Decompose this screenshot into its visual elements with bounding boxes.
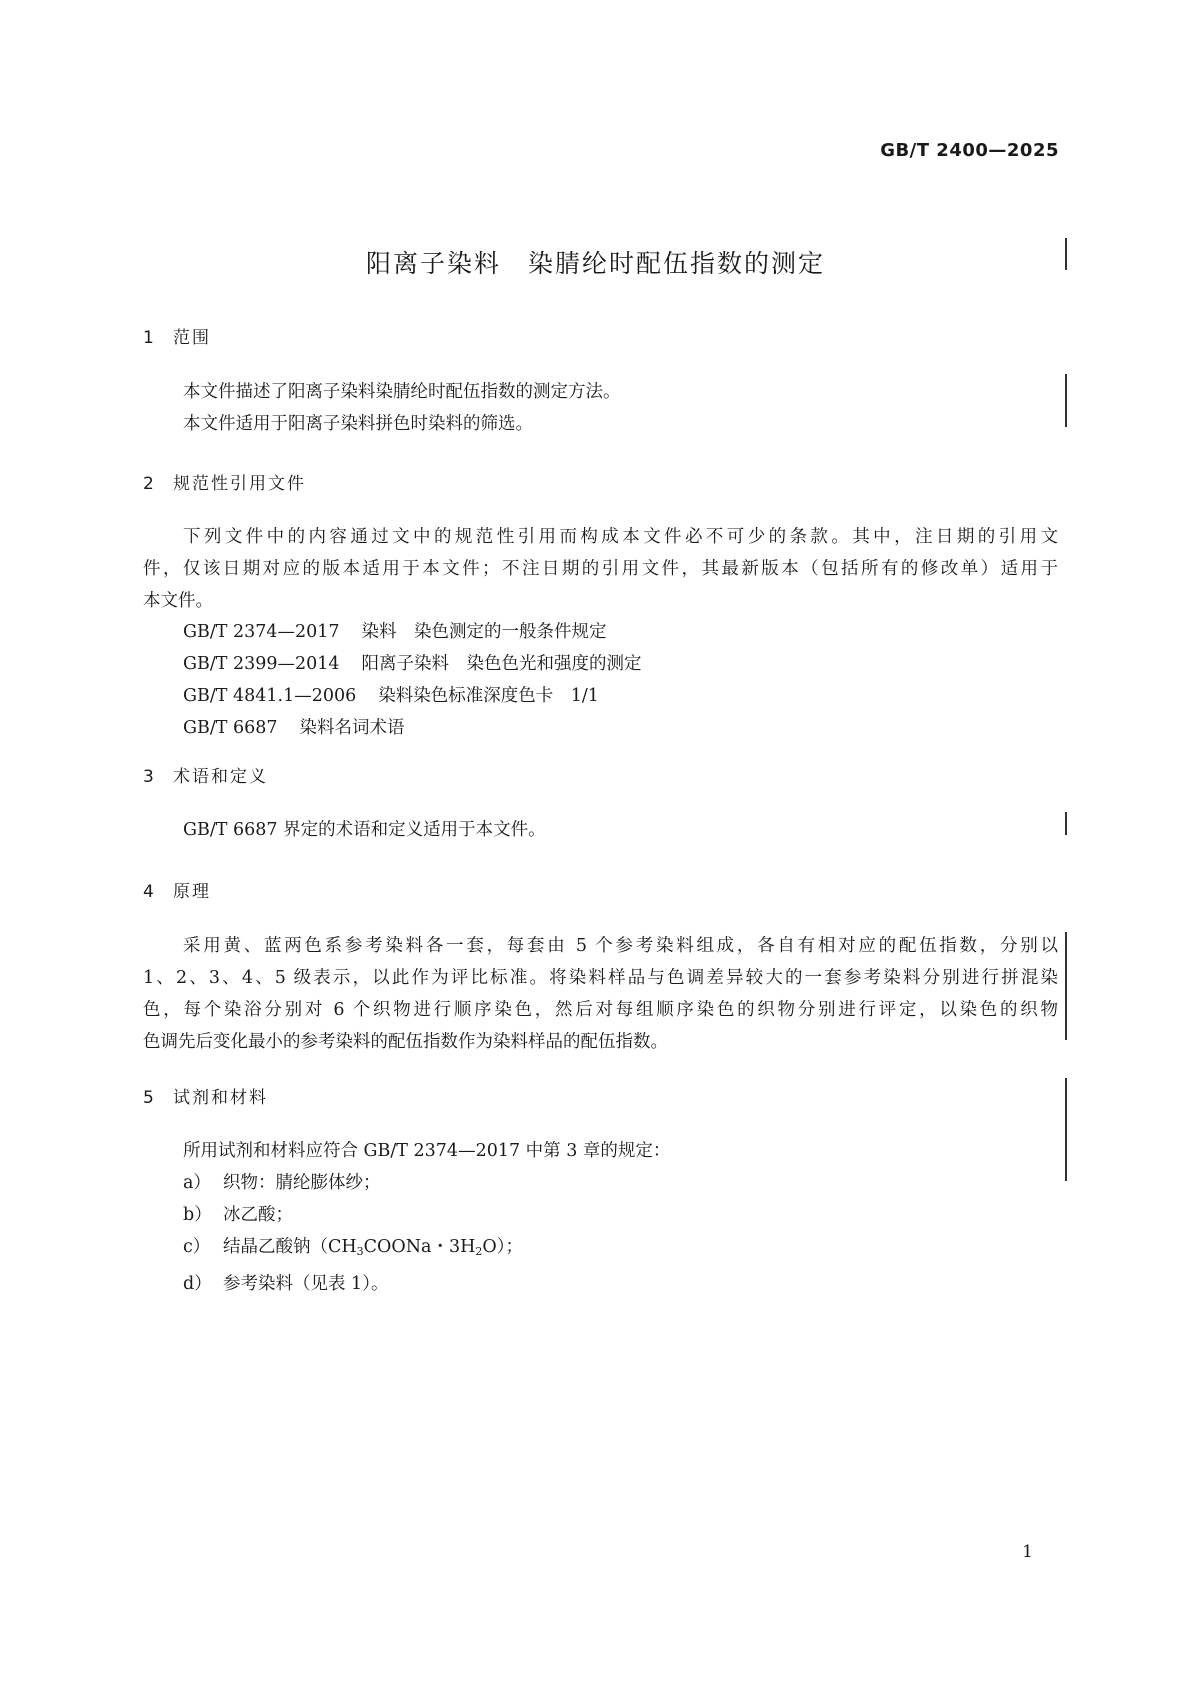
reference-code: GB/T 4841.1—2006 [183, 686, 357, 706]
change-bar [1065, 812, 1067, 835]
paragraph-line: 采用黄、蓝两色系参考染料各一套，每套由 5 个参考染料组成，各自有相对应的配伍指数，分别以 [183, 936, 1058, 956]
section-title: 原理 [173, 882, 211, 902]
reference-title: 染料染色标准深度色卡 1/1 [378, 686, 599, 706]
paragraph-line: 件，仅该日期对应的版本适用于本文件；不注日期的引用文件，其最新版本（包括所有的修改单）适用于 [143, 559, 1058, 579]
section-2-body [143, 521, 1058, 617]
change-bar [1065, 238, 1067, 270]
list-label: c） [183, 1237, 211, 1257]
list-text-prefix: 结晶乙酸钠（CH [223, 1237, 357, 1257]
reference-title: 阳离子染料 染色色光和强度的测定 [361, 654, 642, 674]
section-4-body [143, 930, 1058, 1058]
section-number: 4 [143, 882, 154, 902]
section-title: 术语和定义 [173, 767, 268, 787]
list-text: 织物：腈纶膨体纱； [223, 1173, 381, 1193]
list-item [183, 1167, 523, 1199]
section-3-heading [143, 762, 268, 787]
document-title: 阳离子染料 染腈纶时配伍指数的测定 [365, 249, 825, 278]
section-4-heading [143, 877, 211, 902]
reference-item [183, 680, 642, 712]
reference-title: 染料名词术语 [299, 718, 405, 738]
list-item [183, 1199, 523, 1231]
section-title: 规范性引用文件 [173, 474, 306, 494]
paragraph-line: GB/T 6687 界定的术语和定义适用于本文件。 [183, 820, 546, 840]
section-5-body [143, 1135, 1058, 1167]
section-number: 5 [143, 1088, 154, 1108]
change-bar [1065, 932, 1067, 1040]
document-number: GB/T 2400—2025 [880, 140, 1059, 161]
list-text-mid: COONa・3H [363, 1237, 476, 1257]
section-number: 1 [143, 328, 154, 348]
reference-code: GB/T 2399—2014 [183, 654, 340, 674]
section-number: 2 [143, 474, 154, 494]
paragraph-line: 所用试剂和材料应符合 GB/T 2374—2017 中第 3 章的规定： [183, 1141, 671, 1161]
section-1-body [143, 376, 1058, 440]
section-5-heading [143, 1083, 268, 1108]
reference-title: 染料 染色测定的一般条件规定 [361, 622, 607, 642]
section-1-heading [143, 323, 211, 348]
subscript: 3 [356, 1245, 364, 1258]
change-bar [1065, 374, 1067, 427]
subscript: 2 [475, 1245, 483, 1258]
paragraph-line: 色，每个染浴分别对 6 个织物进行顺序染色，然后对每组顺序染色的织物分别进行评定，以染色的织物 [143, 1000, 1058, 1020]
section-title: 范围 [173, 328, 211, 348]
paragraph-line: 本文件描述了阳离子染料染腈纶时配伍指数的测定方法。 [183, 382, 621, 402]
section-title: 试剂和材料 [173, 1088, 268, 1108]
section-3-body [143, 814, 1058, 846]
reference-code: GB/T 6687 [183, 718, 278, 738]
list-text: 冰乙酸； [223, 1205, 293, 1225]
reference-item [183, 648, 642, 680]
change-bar [1065, 1078, 1067, 1181]
materials-list [183, 1167, 523, 1300]
list-label: a） [183, 1173, 211, 1193]
reference-code: GB/T 2374—2017 [183, 622, 340, 642]
paragraph-line: 色调先后变化最小的参考染料的配伍指数作为染料样品的配伍指数。 [143, 1032, 668, 1052]
paragraph-line: 本文件适用于阳离子染料拼色时染料的筛选。 [183, 414, 533, 434]
paragraph-line: 下列文件中的内容通过文中的规范性引用而构成本文件必不可少的条款。其中，注日期的引用文 [183, 527, 1058, 547]
section-2-heading [143, 469, 306, 494]
list-item [183, 1231, 523, 1268]
page-number: 1 [1022, 1542, 1033, 1562]
list-label: b） [183, 1205, 212, 1225]
list-label: d） [183, 1274, 212, 1294]
paragraph-line: 1、2、3、4、5 级表示，以此作为评比标准。将染料样品与色调差异较大的一套参考染料分别进行拼混染 [143, 968, 1058, 988]
list-text-suffix: O）； [482, 1237, 523, 1257]
list-text: 参考染料（见表 1）。 [223, 1274, 389, 1294]
list-item [183, 1268, 523, 1300]
reference-item [183, 712, 642, 744]
reference-list [183, 616, 642, 744]
paragraph-line: 本文件。 [143, 591, 213, 611]
section-number: 3 [143, 767, 154, 787]
reference-item [183, 616, 642, 648]
